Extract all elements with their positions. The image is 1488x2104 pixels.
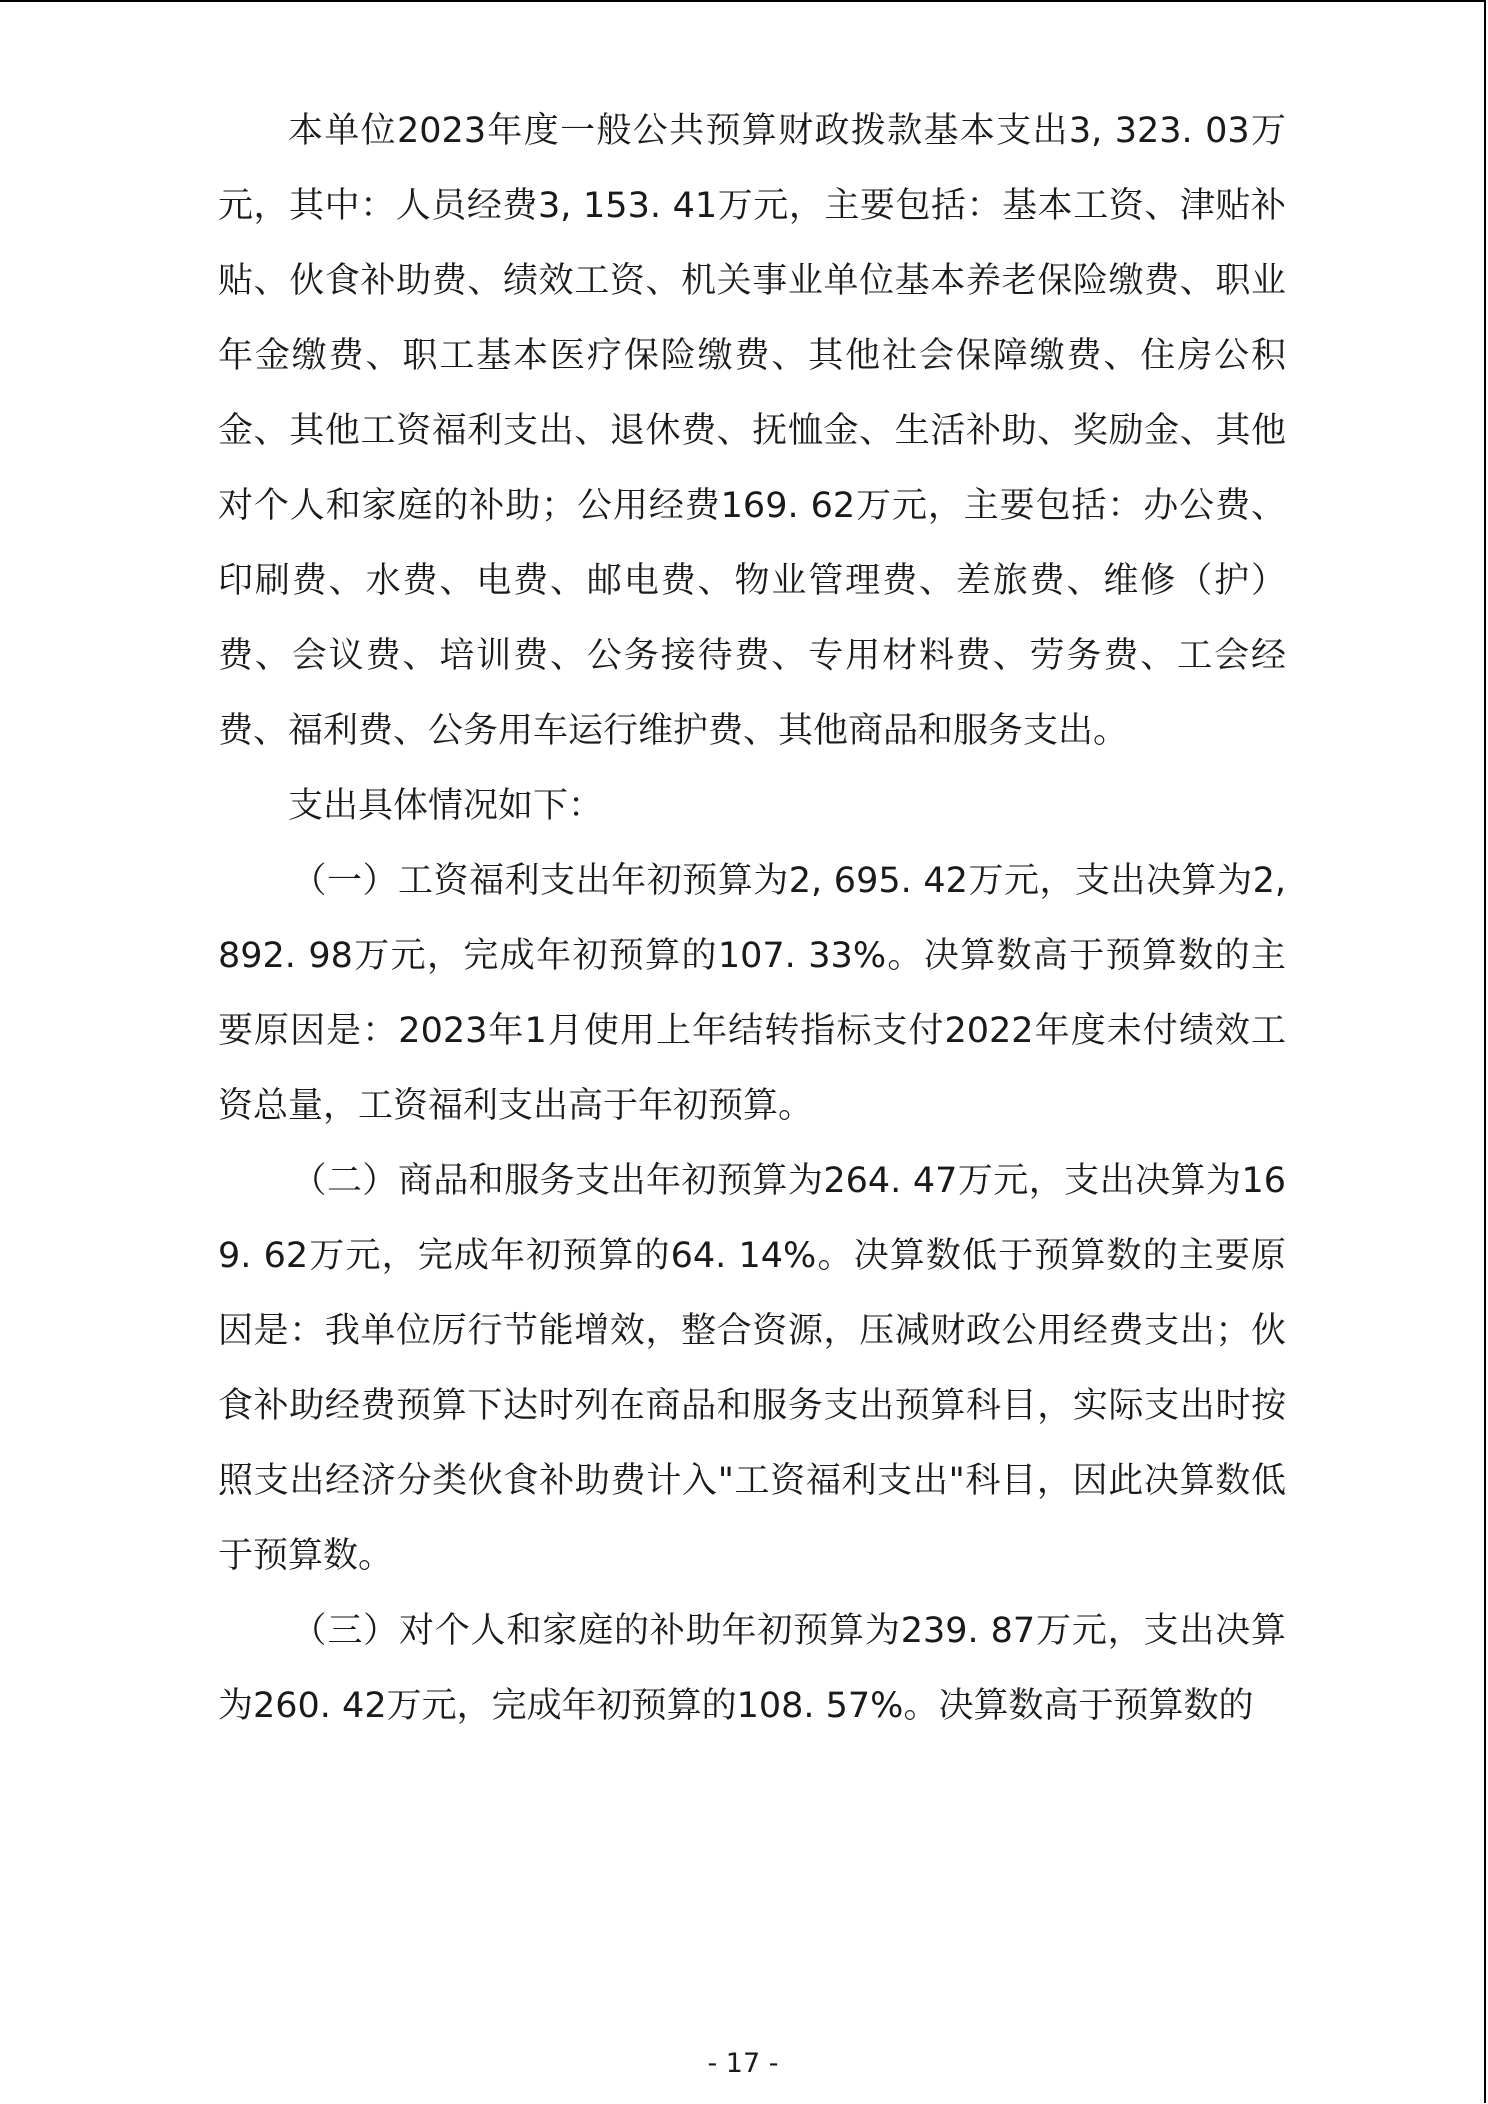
paragraph-wage-welfare: （一）工资福利支出年初预算为2, 695. 42万元，支出决算为2, 892. 98万元，完成年初预算的107. 33%。决算数高于预算数的主要原因是：2023年1月使用上年结转指标支付2022年度未付绩效工资总量，工资福利支出高于年初预算。	[218, 861, 1286, 1126]
page-number: - 17 -	[707, 2048, 779, 2079]
paragraph-basic-expenditure: 本单位2023年度一般公共预算财政拨款基本支出3, 323. 03万元，其中：人员经费3, 153. 41万元，主要包括：基本工资、津贴补贴、伙食补助费、绩效工资、机关事业单位基本养老保险缴费、职业年金缴费、职工基本医疗保险缴费、其他社会保障缴费、住房公积金、其他工资福利支出、退休费、抚恤金、生活补助、奖励金、其他对个人和家庭的补助；公用经费169. 62万元，主要包括：办公费、印刷费、水费、电费、邮电费、物业管理费、差旅费、维修（护）费、会议费、培训费、公务接待费、专用材料费、劳务费、工会经费、福利费、公务用车运行维护费、其他商品和服务支出。	[218, 111, 1286, 751]
document-body	[218, 94, 1286, 1744]
paragraph-expenditure-intro: 支出具体情况如下：	[288, 786, 604, 826]
paragraph-household-subsidy: （三）对个人和家庭的补助年初预算为239. 87万元，支出决算为260. 42万元，完成年初预算的108. 57%。决算数高于预算数的	[218, 1611, 1286, 1726]
paragraph-goods-services: （二）商品和服务支出年初预算为264. 47万元，支出决算为169. 62万元，完成年初预算的64. 14%。决算数低于预算数的主要原因是：我单位厉行节能增效，整合资源，压减财政公用经费支出；伙食补助经费预算下达时列在商品和服务支出预算科目，实际支出时按照支出经济分类伙食补助费计入"工资福利支出"科目，因此决算数低于预算数。	[218, 1161, 1286, 1576]
